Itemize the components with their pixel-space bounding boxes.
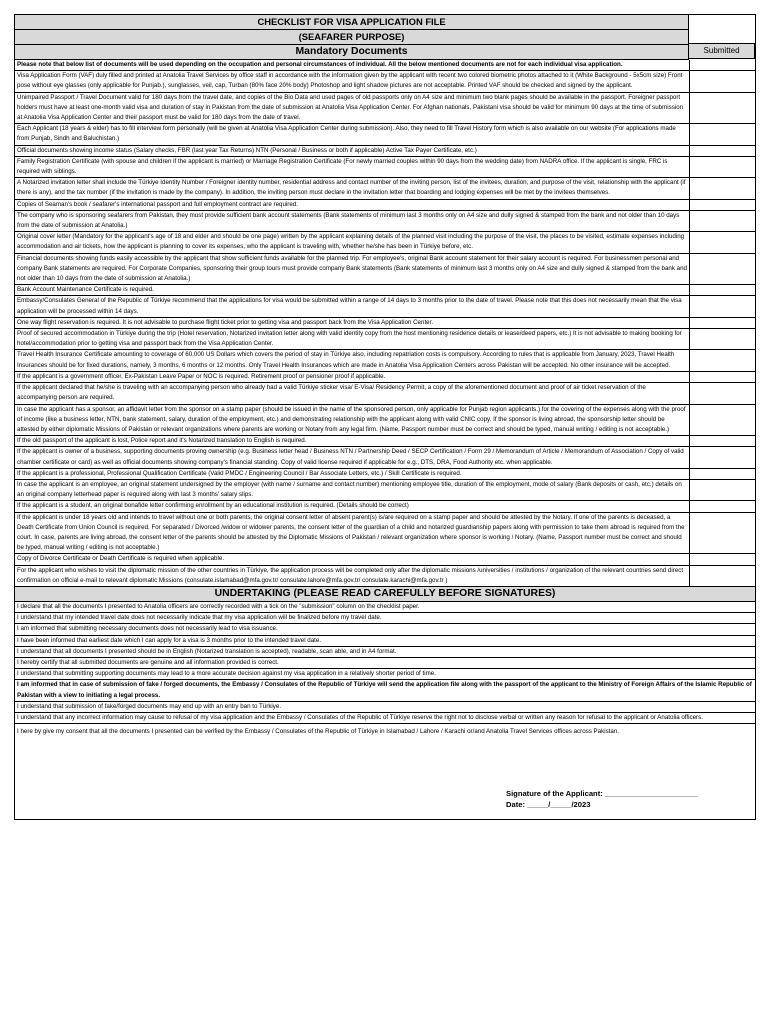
header <box>14 14 756 60</box>
submitted-checkbox-cell[interactable] <box>690 157 756 177</box>
date-label[interactable]: Date: _____/_____/2023 <box>506 800 591 809</box>
checklist-row <box>15 447 756 468</box>
undertaking-line: I understand that any incorrect information may cause to refusal of my visa application and the Embassy / Consulates of the Republic of Türkiye reserve the right not to disclose verbal or written any reason for refusal to the applicant or Anatolia officers. <box>15 713 755 724</box>
checklist-item-text: Travel Health Insurance Certificate amounting to coverage of 60.000 US Dollars which covers the period of stay in Türkiye also, including repatriation costs is compulsory. According to rules that is applicable from January, 2023, Travel Health Insurances should be for fixed durations, namely, 3 months, 6 months or 12 months. Only Travel Health Insurances which are made in Anatolia Visa Application Centers across Pakistan will be accepted. No other insurance will be accepted. <box>15 350 690 370</box>
checklist-row <box>15 124 756 145</box>
checklist-rows <box>14 60 756 587</box>
submitted-checkbox-cell[interactable] <box>690 405 756 436</box>
submitted-checkbox-cell[interactable] <box>690 178 756 198</box>
checklist-item-text: Copies of Seaman's book / seafarer's international passport and full employment contract are required. <box>15 200 690 210</box>
checklist-item-text: Financial documents showing funds easily accessible by the applicant that show sufficient funds available for the planned trip. For employee's, original Bank account statement for their salary account is required. For businessmen personal and company Bank statements are required. For Corporate Companies, sponsoring their group tours must provide company Bank statements (Bank statements of minimum last 3 months only on A4 size and dully signed & stamped from the bank and not older than 10 days from the date of submission at Anatolia.) <box>15 254 690 285</box>
undertaking-line: I understand that my intended travel date does not necessarily indicate that my visa application will be finalized before my travel date. <box>15 613 755 624</box>
checklist-row <box>15 372 756 383</box>
submitted-checkbox-cell[interactable] <box>690 447 756 467</box>
checklist-item-text: If the applicant is under 18 years old and intends to travel without one or both parents, the original consent letter of absent parent(s) is/are required on a stamp paper and should be attested by the Notary. If one of the parents is deceased, a Death Certificate from Union Council is required. For separated / Divorced /widow or widower parents, the consent letter of the guardian of a child and notarized guardianship papers along with permission to take them abroad is required from the court. In case, parents are living abroad, the consent letter of the parents should be attested by the Diplomatic Missions of Pakistan / relevant organization where sponsor is working / Notary. (Name, Passport number must be correct and should be typed, manual writing / editing is not acceptable.) <box>15 513 690 554</box>
submitted-checkbox-cell[interactable] <box>690 285 756 295</box>
submitted-checkbox-cell[interactable] <box>690 566 756 586</box>
submitted-checkbox-cell[interactable] <box>690 513 756 554</box>
checklist-item-text: In case the applicant has a sponsor, an affidavit letter from the sponsor on a stamp paper (should be issued in the name of the sponsored person, only applicable for Punjab region applicants.) for the covering of the expenses along with the proof of income (like a business letter, NTN, bank statement, salary, duration of the employment, etc.) and demonstrating relationship with the applicant along with valid CNIC copy. If the sponsor is living abroad, the sponsorship letter should be attested by either diplomatic Missions of Pakistan or relevant organizations where parents are working or Notary from any legal firm. (Name, Passport number must be correct and should be typed, manual writing / editing is not acceptable.) <box>15 405 690 436</box>
checklist-item-text: In case the applicant is an employee, an original statement undersigned by the employer (with name / surname and contact number) mentioning employee title, duration of the employment, mode of salary (Bank deposits or cash, etc.) details on an original company letterhead paper is required along with last 3 months' salary slips. <box>15 480 690 500</box>
checklist-row <box>15 436 756 447</box>
intro-row <box>15 60 756 71</box>
checklist-item-text: If the applicant is owner of a business, supporting documents proving ownership (e.g. Business letter head / Business NTN / Partnership Deed / SECP Certification / Form 29 / Memorandum of Article / Memorandum of Association / Copy of valid chamber certificate or card) as well as official documents showing company's financial standing. Copy of valid license required if applicable for e.g., DTS, DRA, Food Authority etc. when applicable. <box>15 447 690 467</box>
undertaking-line: I have been informed that earliest date which I can apply for a visa is 3 months prior to the intended travel date. <box>15 636 755 647</box>
checklist-item-text: Visa Application Form (VAF) duly filled and printed at Anatolia Travel Services by office staff in accordance with the information given by the applicant with recent two colored biometric photos attached to it (White Background - 5x5cm size) Front pose without eye glasses (only applicable for Punjab.), sunglasses, veil, cap, Turban (80% face 20% body) Photoshop and light shadow pictures are not acceptable. Printed VAF should be checked and signed by the applicant. <box>15 71 690 91</box>
submitted-checkbox-cell[interactable] <box>690 329 756 349</box>
checklist-row <box>15 200 756 211</box>
submitted-checkbox-cell[interactable] <box>690 71 756 91</box>
submitted-label: Submitted <box>689 43 755 59</box>
submitted-checkbox-cell[interactable] <box>690 232 756 252</box>
checklist-row <box>15 146 756 157</box>
submitted-checkbox-cell[interactable] <box>690 200 756 210</box>
checklist-item-text: Copy of Divorce Certificate or Death Certificate is required when applicable. <box>15 554 690 564</box>
checklist-row <box>15 211 756 232</box>
submitted-checkbox-cell[interactable] <box>690 469 756 479</box>
checklist-row <box>15 232 756 253</box>
intro-note: Please note that below list of documents will be used depending on the occupation and personal circumstances of individual. All the below mentioned documents are not for each individual visa application. <box>15 60 690 70</box>
checklist-item-text: A Notarized invitation letter shall include the Türkiye Identity Number / Foreigner identity number, residential address and contact number of the inviting person, list of the invitees, duration, and purpose of the visit, relationship with the applicant (if there is any), and the tax number (if the invitation is made by the company). In addition, the inviting person must declare in the invitation letter that boarding and lodging expenses will be met by the invitees themselves. <box>15 178 690 198</box>
document-title: CHECKLIST FOR VISA APPLICATION FILE <box>14 14 689 29</box>
submitted-checkbox-cell[interactable] <box>690 436 756 446</box>
checklist-row <box>15 383 756 404</box>
submitted-checkbox-cell[interactable] <box>690 350 756 370</box>
submitted-checkbox-cell[interactable] <box>690 124 756 144</box>
checklist-row <box>15 350 756 371</box>
undertaking-heading: UNDERTAKING (PLEASE READ CAREFULLY BEFORE SIGNATURES) <box>14 587 756 602</box>
submitted-checkbox-cell[interactable] <box>690 211 756 231</box>
checklist-row <box>15 93 756 125</box>
checklist-row <box>15 157 756 178</box>
submitted-checkbox-cell[interactable] <box>690 296 756 316</box>
submitted-checkbox-cell[interactable] <box>690 318 756 328</box>
checklist-item-text: If the applicant is a student, an original bonafide letter confirming enrollment by an educational institution is required. (Details should be correct) <box>15 501 690 511</box>
checklist-row <box>15 554 756 565</box>
checklist-item-text: If the applicant is a professional, Professional Qualification Certificate (Valid PMDC / Engineering Council / Bar Associate Letters, etc.) / Skill Certificate is required. <box>15 469 690 479</box>
checklist-item-text: If the applicant declared that he/she is traveling with an accompanying person who already had a valid Türkiye sticker visa/ E-Visa/ Residency Permit, a copy of the aforementioned document and proof of air ticket reservation of the accompanying person are required. <box>15 383 690 403</box>
checklist-row <box>15 480 756 501</box>
undertaking-line: I understand that submission of fake/forged documents may end up with an entry ban to Türkiye. <box>15 702 755 713</box>
submitted-checkbox-cell[interactable] <box>690 480 756 500</box>
submitted-checkbox-cell[interactable] <box>690 254 756 285</box>
checklist-item-text: The company who is sponsoring seafarers from Pakistan, they must provide sufficient bank account statements (Bank statements of minimum last 3 months only on A4 size and dully signed & stamped from the bank and not older than 10 days from the date of submission at Anatolia.) <box>15 211 690 231</box>
checklist-row <box>15 405 756 437</box>
checklist-item-text: If the applicant is a government officer, Ex-Pakistan Leave Paper or NOC is required. Retirement proof or pensioner proof if applicable. <box>15 372 690 382</box>
checklist-row <box>15 285 756 296</box>
checklist-item-text: Unimpaired Passport / Travel Document valid for 180 days from the travel date, and copies of the Bio Data and used pages of old passports only on A4 size and minimum two blank pages should be available in the passport. Foreigner passport holders must have at least one-month valid visa and duration of stay in Pakistan from the date of submission at Anatolia Visa Application Center. For Afghan nationals, Pakistani visa should be valid for minimum 90 days at the time of submission at Anatolia Visa Application Center and their passport must be valid for 180 days from the date of travel. <box>15 93 690 124</box>
undertaking-line: I declare that all the documents I presented to Anatolia officers are correctly recorded with a tick on the "submission" column on the checklist paper. <box>15 602 755 613</box>
signature-block <box>506 788 698 810</box>
mandatory-documents-heading: Mandatory Documents <box>14 44 689 60</box>
checklist-document <box>14 14 756 820</box>
checklist-item-text: Embassy/Consulates General of the Republic of Türkiye recommend that the applications for visa would be submitted within a range of 14 days to 3 months prior to the date of travel. Please note that this does not necessarily mean that the visa application will be processed within 14 days. <box>15 296 690 316</box>
checklist-row <box>15 469 756 480</box>
checklist-item-text: Bank Account Maintenance Certificate is required. <box>15 285 690 295</box>
checklist-item-text: Proof of secured accommodation in Türkiye during the trip (Hotel reservation, Notarized invitation letter along with valid identity copy from the host mentioning residence details or lease/deed papers, etc.) It is not advisable to making booking for hotel/accommodation prior to getting visa and passport back from the Visa Application Center. <box>15 329 690 349</box>
undertaking-line: I am informed that in case of submission of fake / forged documents, the Embassy / Consulates of the Republic of Türkiye will send the application file along with the passport of the applicant to the Ministry of Foreign Affairs of the Islamic Republic of Pakistan with a view to initiating a legal process. <box>15 680 755 701</box>
checklist-item-text: If the old passport of the applicant is lost, Police report and it's Notarized translation to English is required. <box>15 436 690 446</box>
undertaking-line: I hereby certify that all submitted documents are genuine and all information provided is correct. <box>15 658 755 669</box>
checklist-row <box>15 501 756 512</box>
checklist-item-text: For the applicant who wishes to visit the diplomatic mission of the other countries in Türkiye, the application process will be completed only after the diplomatic missions /universities / institutions / organization of the relevant countries send direct confirmation on official e-mail to relevant diplomatic Missions (consulate.islamabad@mfa.gov.tr/ consulate.lahore@mfa.gov.tr/ consulate.karachi@mfa.gov.tr ) <box>15 566 690 586</box>
checklist-row <box>15 329 756 350</box>
submitted-checkbox-cell[interactable] <box>690 554 756 564</box>
checklist-row <box>15 566 756 587</box>
submitted-checkbox-cell[interactable] <box>690 60 756 70</box>
checklist-item-text: One way flight reservation is required. It is not advisable to purchase flight ticket prior to getting visa and passport back from the Visa Application Center. <box>15 318 690 328</box>
checklist-item-text: Family Registration Certificate (with spouse and children if the applicant is married) or Marriage Registration Certificate (For newly married couples within 90 days from the wedding date) from NADRA office. If the applicant is single, FRC is required with siblings. <box>15 157 690 177</box>
submitted-checkbox-cell[interactable] <box>690 372 756 382</box>
undertaking-line: I am informed that submitting necessary documents does not necessarily lead to visa issuance. <box>15 624 755 635</box>
undertaking-line: I understand that all documents I presented should be in English (Notarized translation is accepted), readable, scan able, and in A4 format. <box>15 647 755 658</box>
document-subtitle: (SEAFARER PURPOSE) <box>14 29 689 44</box>
checklist-row <box>15 71 756 92</box>
submitted-checkbox-cell[interactable] <box>690 146 756 156</box>
checklist-item-text: Each Applicant (18 years & elder) has to fill interview form personally (will be given at Anatolia Visa Application Center during submission). Also, they need to fill Travel History form which is also available on our website (For applications made from Punjab, Sindh and Baluchistan.) <box>15 124 690 144</box>
checklist-item-text: Original cover letter (Mandatory for the applicant's age of 18 and elder and should be one page) written by the applicant explaining details of the planned visit including the purpose of the visit, the places to be visited, estimate expenses including accommodation and air tickets, how the applicant is planning to cover its expenses, who the applicant is traveling with, whether he/she has been in Türkiye before, etc. <box>15 232 690 252</box>
checklist-item-text: Official documents showing income status (Salary checks, FBR (last year Tax Returns) NTN (Personal / Business or both if applicable) Active Tax Payer Certificate, etc.) <box>15 146 690 156</box>
checklist-row <box>15 513 756 555</box>
checklist-row <box>15 178 756 199</box>
submitted-column-header <box>689 14 756 60</box>
undertaking-line: I here by give my consent that all the documents I presented can be verified by the Embassy / Consulates of the Republic of Türkiye in Islamabad / Lahore / Karachi or/and Anatolia Travel Services offices across Pakistan. <box>17 728 619 736</box>
checklist-row <box>15 318 756 329</box>
undertaking-line: I understand that submitting supporting documents may lead to a more accurate decision against my visa application in a relatively shorter period of time. <box>15 669 755 680</box>
submitted-checkbox-cell[interactable] <box>690 93 756 124</box>
submitted-checkbox-cell[interactable] <box>690 383 756 403</box>
checklist-row <box>15 254 756 286</box>
submitted-checkbox-cell[interactable] <box>690 501 756 511</box>
signature-label[interactable]: Signature of the Applicant: ______________________ <box>506 789 698 798</box>
checklist-row <box>15 296 756 317</box>
